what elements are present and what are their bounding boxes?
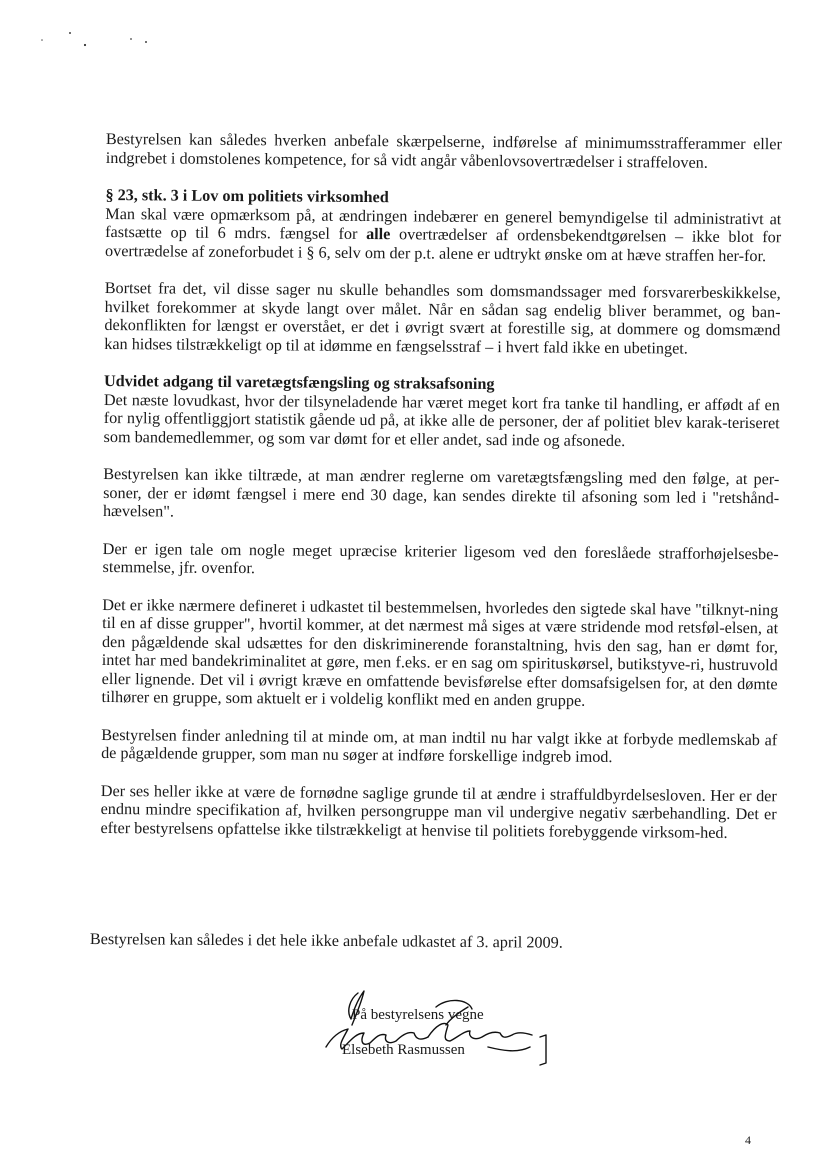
scan-specks [40, 30, 180, 60]
signature-on-behalf: På bestyrelsens vegne [352, 1007, 484, 1023]
heading-custody-expansion: Udvidet adgang til varetægtsfængsling og straksafsoning [103, 371, 495, 394]
signature-block [318, 985, 558, 1075]
paragraph-membership: Bestyrelsen finder anledning til at minde om, at man indtil nu har valgt ikke at forbyde medlemskab af de pågældende grupper, som man nu søger at indføre forskellige indgreb imod. [101, 725, 778, 766]
paragraph-enforcement-act: Der ses heller ikke at være de fornødne saglige grunde til at ændre i straffuldbyrdelsesloven. Her er der endnu mindre specifikation af, hvilken persongruppe man vil undergive negativ særbehandling. Det er efter bestyrelsens opfattelse ikke tilstrækkeligt at henvise til politiets forebyggende virksom-hed. [100, 781, 777, 842]
paragraph-weapons-conclusion: Bestyrelsen kan således hverken anbefale skærpelserne, indførelse af minimumsstrafferammer eller indgrebet i domstolenes kompetence, for så vidt angår våbenlovsovertrædelser i straffeloven. [105, 130, 782, 172]
signatory-name: Elsebeth Rasmussen [342, 1042, 465, 1058]
paragraph-custody-rules: Bestyrelsen kan ikke tiltræde, at man ændrer reglerne om varetægtsfængsling med den følge, at per-soner, der er idømt fængsel i mere end 30 dage, kan sendes direkte til afsoning som led i "retshånd-hævelsen". [102, 464, 780, 521]
heading-police-act: § 23, stk. 3 i Lov om politiets virksomhed [105, 185, 389, 207]
paragraph-imprecise-criteria: Der er igen tale om nogle meget upræcise kriterier ligesom ved den foreslåede strafforhøjelsesbe-stemmelse, jfr. ovenfor. [102, 539, 779, 578]
paragraph-group-affiliation: Det er ikke nærmere defineret i udkastet til bestemmelsen, hvorledes den sigtede skal have "tilknyt-ning til en af disse grupper", hvortil kommer, at det nærmest må siges at være stridende mod retsføl-elsen, at den pågældende skal udsættes for den diskriminerende foranstaltning, hvis den sag, han er dømt for, intet har med bandekriminalitet at gøre, men f.eks. er en sag om spirituskørsel, butikstyve-ri, hustruvold eller lignende. Det vil i øvrigt kræve en omfattende bevisførelse efter domsafsigelsen for, at den dømte tilhører en gruppe, som aktuelt er i voldelig konflikt med en anden gruppe. [101, 595, 779, 710]
emphasis-all: alle [366, 225, 391, 244]
closing-statement: Bestyrelsen kan således i det hele ikke anbefale udkastet af 3. april 2009. [89, 930, 563, 952]
handwritten-signature [318, 985, 558, 1075]
paragraph-lay-judge-cases: Bortset fra det, vil disse sager nu skulle behandles som domsmandssager med forsvarerbeskikkelse, hvilket forekommer at skyde langt over målet. Når en sådan sag endelig bliver berammet, og ban-dekonflikten for længst er overstået, er det i øvrigt svært at forestille sig, at dommere og domsmænd kan hidses tilstrækkeligt op til at idømme en fængselsstraf – i hvert fald ikke en ubetinget. [104, 278, 781, 358]
page-number: 4 [745, 1133, 751, 1147]
paragraph-statistics: Det næste lovudkast, hvor der tilsyneladende har været meget kort fra tanke til handling, er affødt af en for nylig offentliggjort statistik gående ud på, at ikke alle de personer, der af politiet blev karak-teriseret som bandemedlemmer, og som var dømt for et eller andet, sad inde og afsonede. [103, 390, 780, 450]
paragraph-ordinance-authorization: Man skal være opmærksom på, at ændringen indebærer en generel bemyndigelse til administrativt at fastsætte op til 6 mdrs. fængsel for alle overtrædelser af ordensbekendtgørelsen – ikke blot for overtrædelse af zoneforbudet i § 6, selv om der p.t. alene er udtrykt ønske om at hæve straffen her-for. [104, 204, 782, 265]
letter-body [100, 130, 782, 861]
